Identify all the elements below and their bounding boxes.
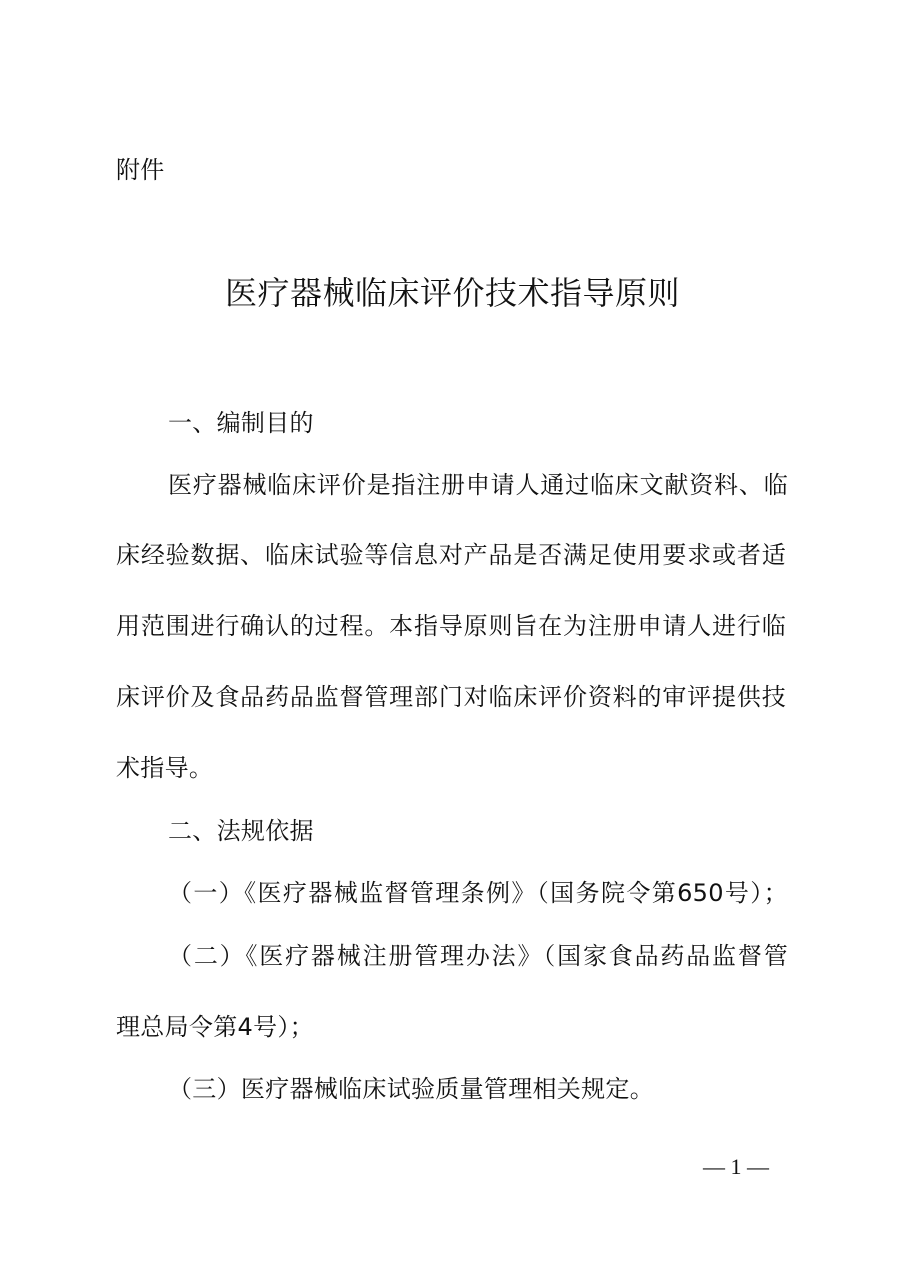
document-title: 医疗器械临床评价技术指导原则 [224,274,680,312]
paragraph-line: 术指导。 [116,754,214,782]
section-heading-legal-basis: 二、法规依据 [168,817,314,845]
paragraph-line: 床经验数据、临床试验等信息对产品是否满足使用要求或者适 [116,541,786,569]
page-number: — 1 — [703,1154,769,1179]
attachment-label: 附件 [116,156,165,184]
paragraph-line: 床评价及食品药品监督管理部门对临床评价资料的审评提供技 [116,683,786,711]
list-item-continuation: 理总局令第4号）； [116,1013,314,1041]
list-item: （二）《医疗器械注册管理办法》（国家食品药品监督管 [168,942,788,970]
list-item: （三）医疗器械临床试验质量管理相关规定。 [168,1075,654,1103]
paragraph-line: 医疗器械临床评价是指注册申请人通过临床文献资料、临 [168,471,788,499]
paragraph-line: 用范围进行确认的过程。本指导原则旨在为注册申请人进行临 [116,612,786,640]
section-heading-purpose: 一、编制目的 [168,409,314,437]
list-item: （一）《医疗器械监督管理条例》（国务院令第650号）； [168,879,788,907]
